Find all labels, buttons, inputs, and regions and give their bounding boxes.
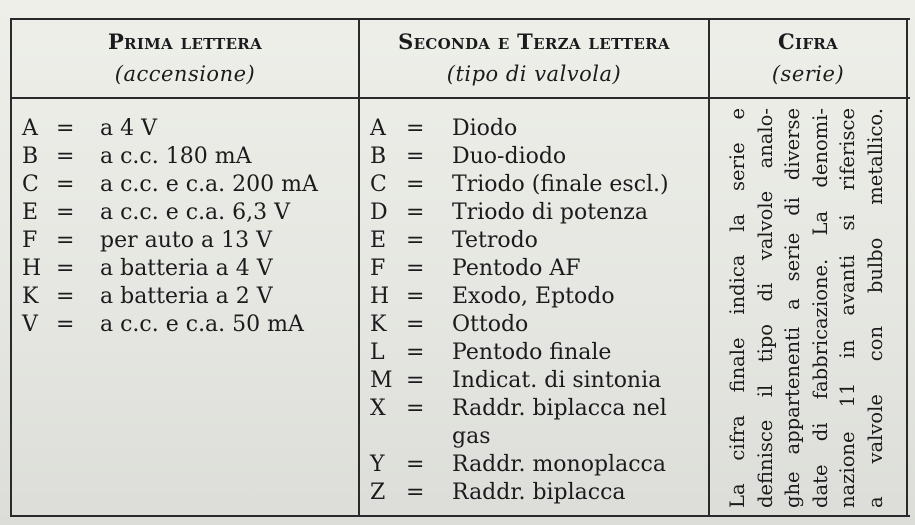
- accensione-list: [22, 115, 318, 339]
- equals-sign: =: [406, 284, 425, 309]
- description: per auto a 13 V: [100, 228, 272, 253]
- header-subtitle: (serie): [771, 62, 845, 86]
- list-item: [22, 255, 318, 283]
- equals-sign: =: [56, 228, 75, 253]
- header-subtitle: (accensione): [114, 62, 256, 86]
- header-subtitle: (tipo di valvola): [446, 62, 622, 86]
- table-bottom-rule: [10, 515, 910, 517]
- equals-sign: =: [56, 284, 75, 309]
- header-seconda-terza-lettera: [360, 26, 708, 90]
- list-item-continuation: gas: [452, 424, 491, 449]
- equals-sign: =: [406, 256, 425, 281]
- equals-sign: =: [56, 144, 75, 169]
- list-item: [370, 227, 669, 255]
- note-line: definisce il tipo di valvole analo-: [753, 108, 777, 508]
- code-letter: H: [22, 256, 42, 281]
- code-letter: Z: [370, 480, 386, 505]
- code-letter: Y: [370, 452, 385, 477]
- code-letter: F: [22, 228, 38, 253]
- description: Pentodo finale: [452, 340, 612, 365]
- description: Ottodo: [452, 312, 529, 337]
- list-item: [22, 115, 318, 143]
- note-line: La cifra finale indica la serie e: [726, 108, 749, 508]
- column-divider: [358, 18, 360, 517]
- code-letter: K: [370, 312, 387, 337]
- list-item: [370, 367, 669, 395]
- code-letter: C: [370, 172, 387, 197]
- equals-sign: =: [56, 116, 75, 141]
- description: Tetrodo: [452, 228, 538, 253]
- code-letter: D: [370, 200, 388, 225]
- equals-sign: =: [56, 312, 75, 337]
- description: Triodo di potenza: [452, 200, 648, 225]
- description: Raddr. biplacca nel: [452, 396, 667, 421]
- equals-sign: =: [56, 200, 75, 225]
- description: Pentodo AF: [452, 256, 581, 281]
- description: a c.c. 180 mA: [100, 144, 252, 169]
- description: Diodo: [452, 116, 518, 141]
- column-divider: [906, 18, 908, 517]
- tipo-valvola-list: [370, 115, 669, 507]
- equals-sign: =: [406, 200, 425, 225]
- list-item: [22, 143, 318, 171]
- code-letter: A: [22, 116, 38, 141]
- code-letter: X: [370, 396, 386, 421]
- description: Duo-diodo: [452, 144, 567, 169]
- equals-sign: =: [406, 396, 425, 421]
- description: Raddr. biplacca: [452, 480, 626, 505]
- equals-sign: =: [406, 228, 425, 253]
- equals-sign: =: [406, 480, 425, 505]
- list-item: [370, 255, 669, 283]
- equals-sign: =: [56, 172, 75, 197]
- code-letter: E: [22, 200, 39, 225]
- list-item: [22, 171, 318, 199]
- equals-sign: =: [406, 340, 425, 365]
- equals-sign: =: [406, 452, 425, 477]
- table-header-rule: [10, 97, 910, 99]
- header-title: Seconda e Terza lettera: [398, 29, 670, 54]
- list-item: [370, 199, 669, 227]
- code-letter: E: [370, 228, 387, 253]
- code-letter: H: [370, 284, 390, 309]
- list-item: [22, 199, 318, 227]
- list-item: [370, 395, 669, 423]
- header-title: Cifra: [778, 29, 838, 54]
- description: a batteria a 4 V: [100, 256, 273, 281]
- code-letter: V: [22, 312, 38, 337]
- description: Triodo (finale escl.): [452, 172, 669, 197]
- equals-sign: =: [406, 144, 425, 169]
- description: a 4 V: [100, 116, 157, 141]
- code-letter: F: [370, 256, 386, 281]
- note-line: date di fabbricazione. La denomi-: [808, 108, 832, 508]
- code-letter: A: [370, 116, 386, 141]
- list-item: [370, 311, 669, 339]
- code-letter: M: [370, 368, 393, 393]
- description: a c.c. e c.a. 6,3 V: [100, 200, 291, 225]
- equals-sign: =: [406, 116, 425, 141]
- list-item: [370, 171, 669, 199]
- code-letter: B: [22, 144, 39, 169]
- code-letter: L: [370, 340, 385, 365]
- list-item: [22, 283, 318, 311]
- description: a c.c. e c.a. 200 mA: [100, 172, 318, 197]
- code-letter: C: [22, 172, 39, 197]
- header-cifra: [710, 26, 906, 90]
- column-divider: [708, 18, 710, 517]
- table-top-rule: [10, 18, 910, 20]
- serie-note-rotated: [724, 108, 894, 508]
- equals-sign: =: [406, 172, 425, 197]
- description: a batteria a 2 V: [100, 284, 273, 309]
- description: Exodo, Eptodo: [452, 284, 615, 309]
- list-item: [22, 227, 318, 255]
- code-letter: K: [22, 284, 39, 309]
- list-item: [370, 283, 669, 311]
- description: Raddr. monoplacca: [452, 452, 666, 477]
- header-prima-lettera: [12, 26, 358, 90]
- code-letter: B: [370, 144, 387, 169]
- column-divider: [10, 18, 12, 517]
- equals-sign: =: [406, 368, 425, 393]
- note-line: ghe appartenenti a serie di diverse: [781, 108, 804, 508]
- equals-sign: =: [56, 256, 75, 281]
- description: a c.c. e c.a. 50 mA: [100, 312, 304, 337]
- description: Indicat. di sintonia: [452, 368, 662, 393]
- list-item: [370, 339, 669, 367]
- list-item: [370, 115, 669, 143]
- list-item: [370, 143, 669, 171]
- list-item: [370, 451, 669, 479]
- list-item: [370, 479, 669, 507]
- note-line: nazione 11 in avanti si riferisce: [836, 108, 859, 508]
- note-line: a valvole con bulbo metallico.: [863, 108, 887, 508]
- list-item: [22, 311, 318, 339]
- equals-sign: =: [406, 312, 425, 337]
- header-title: Prima lettera: [107, 29, 263, 54]
